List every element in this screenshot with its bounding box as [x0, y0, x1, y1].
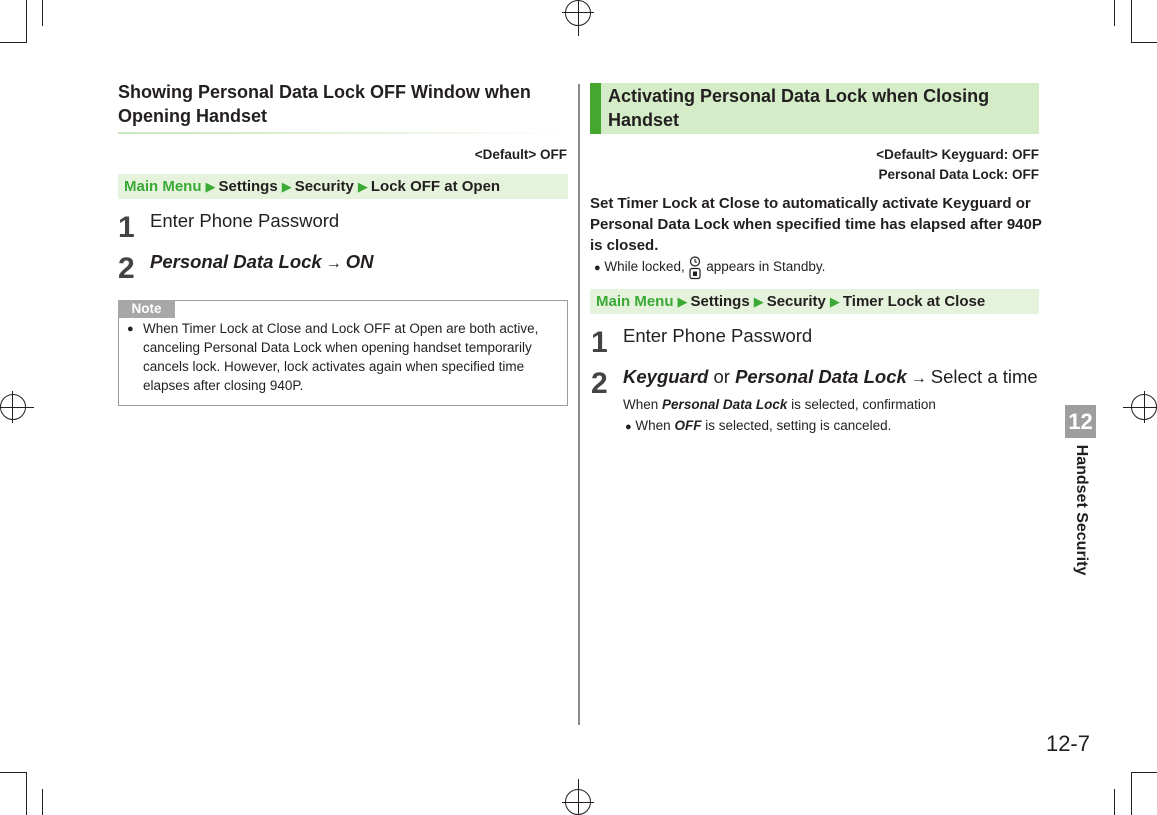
right-menu-path — [590, 289, 1039, 314]
bullet-icon: ● — [127, 323, 134, 335]
crop-mark — [26, 772, 27, 815]
right-default-value: <Default> Keyguard: OFF — [876, 147, 1039, 162]
sub-text-part: When — [623, 397, 659, 412]
step-sub-text — [623, 395, 1033, 414]
standby-note — [594, 256, 1034, 280]
step-sub-bullet — [625, 416, 1035, 437]
menu-path-item: Security — [294, 178, 354, 195]
menu-path-item: Lock OFF at Open — [370, 178, 501, 195]
crop-mark — [1131, 772, 1132, 815]
sub-text-part: is selected, setting is canceled. — [705, 418, 892, 433]
right-section-heading: Activating Personal Data Lock when Closing Handset — [608, 86, 990, 130]
heading-underline — [118, 132, 568, 134]
crop-mark — [1131, 42, 1157, 43]
sub-text-bold: OFF — [674, 418, 702, 433]
step-bold-term: ON — [345, 251, 374, 272]
crop-mark — [42, 0, 43, 26]
arrow-right-icon: → — [325, 255, 342, 272]
crop-mark — [42, 789, 43, 815]
crop-mark — [1114, 789, 1115, 815]
note-text: When Timer Lock at Close and Lock OFF at Open are both active, canceling Personal Data Lock when opening handset temporarily cancels lock. However, lock activates again when specified time elapses after closing 940P. — [143, 321, 539, 393]
crop-mark — [0, 42, 26, 43]
crop-mark — [1114, 0, 1115, 26]
left-menu-path — [118, 174, 568, 199]
menu-path-item: Settings — [690, 293, 750, 310]
step-number: 2 — [118, 252, 135, 285]
step-number: 1 — [591, 326, 608, 359]
triangle-right-icon: ▶ — [829, 294, 840, 309]
step-text: Enter Phone Password — [623, 325, 813, 346]
triangle-right-icon: ▶ — [281, 179, 292, 194]
left-default-value: <Default> OFF — [474, 147, 567, 162]
note-label: Note — [118, 300, 175, 318]
step-bold-term: Personal Data Lock — [735, 366, 907, 387]
registration-mark — [0, 394, 26, 420]
bullet-icon: ● — [594, 262, 601, 274]
registration-mark — [565, 0, 591, 26]
triangle-right-icon: ▶ — [677, 294, 688, 309]
standby-note-text: While locked, — [604, 259, 685, 274]
chapter-tab-label — [1067, 440, 1095, 580]
standby-note-text: appears in Standby. — [706, 259, 826, 274]
triangle-right-icon: ▶ — [357, 179, 368, 194]
step-text — [150, 250, 373, 276]
step-bold-term: Personal Data Lock — [150, 251, 322, 272]
sub-text-part: When — [635, 418, 671, 433]
bullet-icon: ● — [625, 421, 632, 433]
triangle-right-icon: ▶ — [753, 294, 764, 309]
registration-mark — [1131, 394, 1157, 420]
menu-path-item: Timer Lock at Close — [842, 293, 986, 310]
step-text: Enter Phone Password — [150, 210, 340, 231]
sub-text-bold: Personal Data Lock — [662, 397, 788, 412]
chapter-tab-label-text: Handset Security — [1073, 444, 1090, 576]
crop-mark — [26, 0, 27, 43]
step-number: 2 — [591, 367, 608, 400]
page-number: 12-7 — [1045, 731, 1090, 756]
step-number: 1 — [118, 211, 135, 244]
chapter-tab-number: 12 — [1065, 405, 1096, 438]
menu-path-item: Settings — [218, 178, 278, 195]
step-text — [623, 365, 1038, 391]
step-after-text: Select a time — [930, 366, 1038, 387]
main-menu-label: Main Menu — [124, 178, 202, 195]
triangle-right-icon: ▶ — [205, 179, 216, 194]
main-menu-label: Main Menu — [596, 293, 674, 310]
right-default-value: Personal Data Lock: OFF — [878, 167, 1039, 182]
step-conjunction: or — [713, 366, 730, 387]
crop-mark — [1131, 772, 1157, 773]
column-divider — [578, 84, 580, 725]
left-section-heading: Showing Personal Data Lock OFF Window when Opening Handset — [118, 82, 531, 126]
step-bold-term: Keyguard — [623, 366, 709, 387]
crop-mark — [1131, 0, 1132, 43]
timer-lock-icon — [688, 256, 702, 280]
crop-mark — [0, 772, 26, 773]
heading-accent — [590, 83, 601, 134]
registration-mark — [565, 789, 591, 815]
arrow-right-icon: → — [910, 370, 927, 387]
intro-text: Set Timer Lock at Close to automatically activate Keyguard or Personal Data Lock when specified time has elapsed after 940P is closed. — [590, 195, 1042, 254]
menu-path-item: Security — [766, 293, 826, 310]
sub-text-part: is selected, confirmation — [791, 397, 936, 412]
